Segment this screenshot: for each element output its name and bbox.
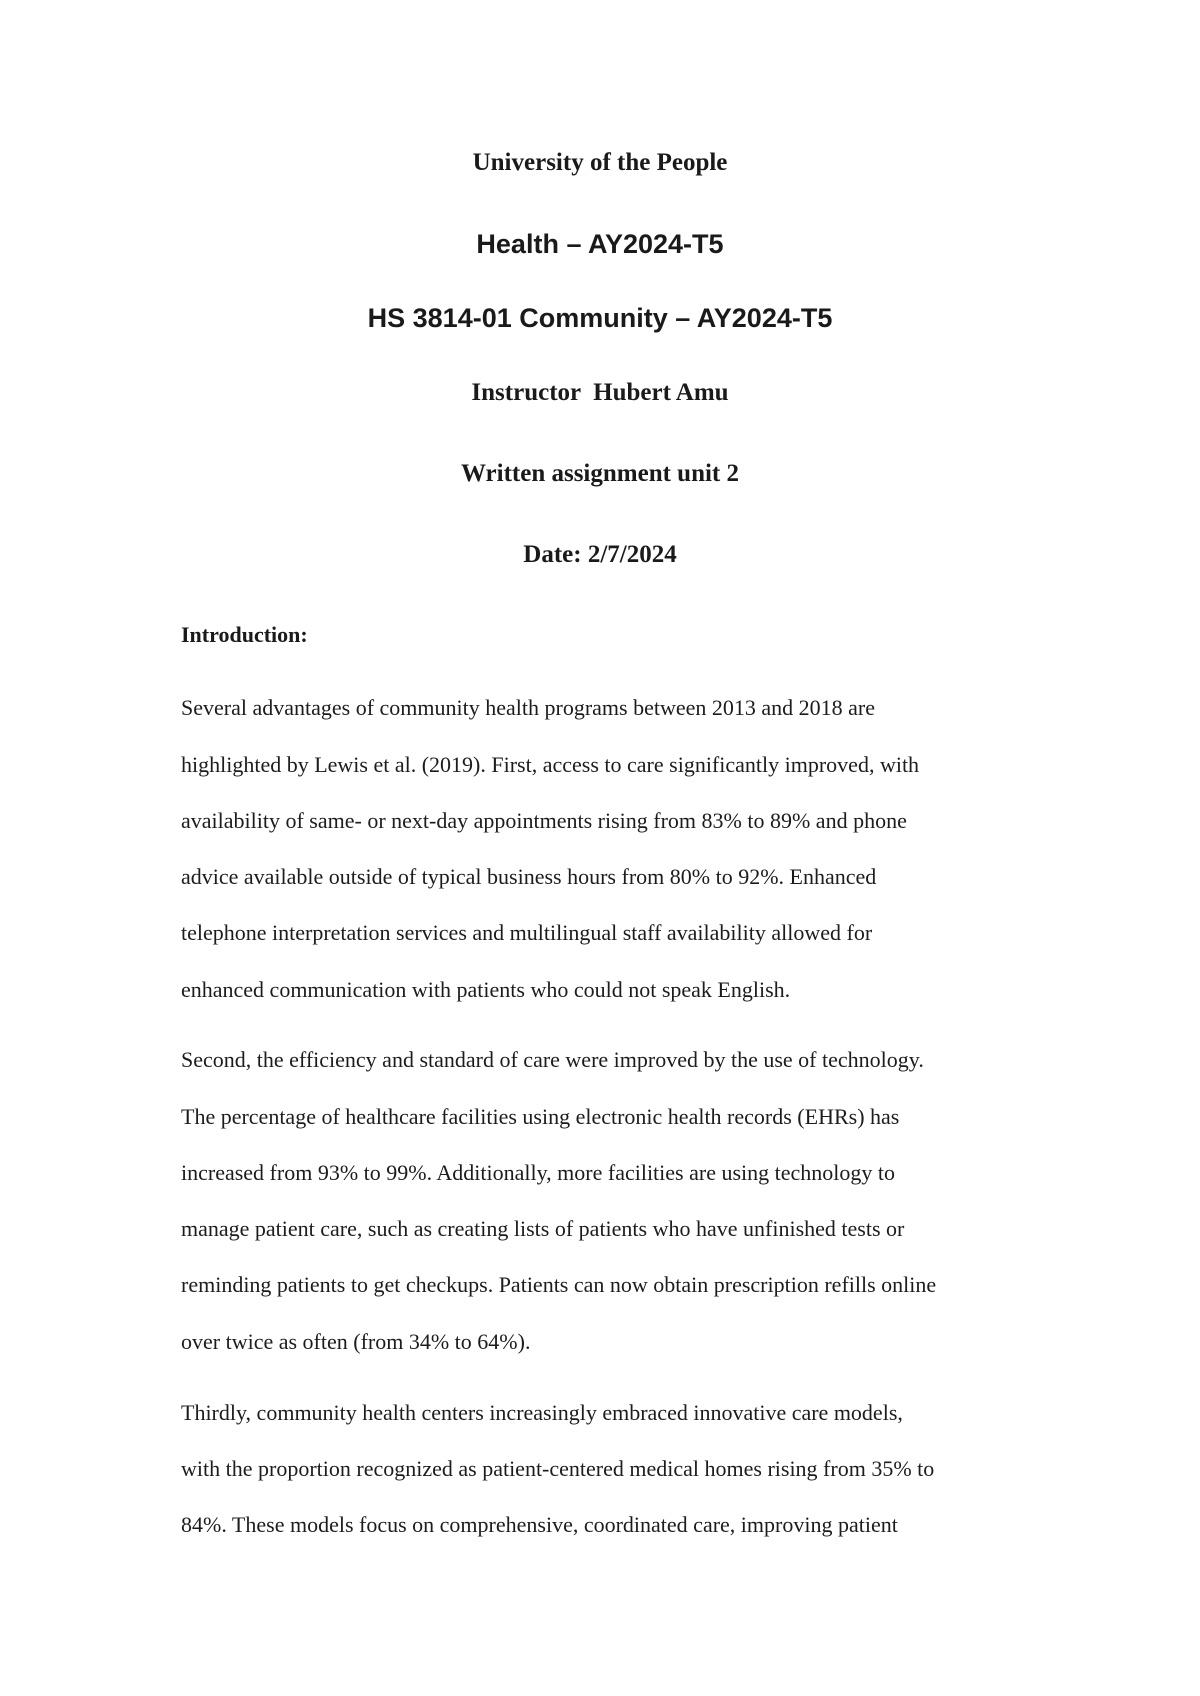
paragraph-line: Several advantages of community health programs between 2013 and 2018 are <box>181 695 875 720</box>
paragraph-line: reminding patients to get checkups. Patients can now obtain prescription refills online <box>181 1272 937 1297</box>
instructor-name: Instructor Hubert Amu <box>471 379 729 406</box>
university-name: University of the People <box>472 149 728 176</box>
assignment-date: Date: 2/7/2024 <box>523 541 677 568</box>
paragraph-line: The percentage of healthcare facilities using electronic health records (EHRs) has <box>181 1104 900 1129</box>
assignment-title: Written assignment unit 2 <box>460 460 740 487</box>
paragraph-line: Second, the efficiency and standard of care were improved by the use of technology. <box>181 1047 924 1072</box>
paragraph-line: increased from 93% to 99%. Additionally, more facilities are using technology to <box>181 1160 896 1185</box>
paragraph-line: 84%. These models focus on comprehensive, coordinated care, improving patient <box>181 1512 898 1537</box>
paragraph-line: advice available outside of typical business hours from 80% to 92%. Enhanced <box>181 864 877 889</box>
paragraph-line: over twice as often (from 34% to 64%). <box>181 1329 531 1354</box>
course-title: HS 3814-01 Community – AY2024-T5 <box>367 303 833 333</box>
paragraph-line: telephone interpretation services and multilingual staff availability allowed for <box>181 920 873 945</box>
paragraph-line: manage patient care, such as creating lists of patients who have unfinished tests or <box>181 1216 905 1241</box>
program-title: Health – AY2024-T5 <box>476 229 724 259</box>
paragraph-line: highlighted by Lewis et al. (2019). First, access to care significantly improved, with <box>181 752 920 777</box>
paragraph-line: enhanced communication with patients who could not speak English. <box>181 977 791 1002</box>
paragraph-line: with the proportion recognized as patient-centered medical homes rising from 35% to <box>181 1456 935 1481</box>
paragraph-line: availability of same- or next-day appointments rising from 83% to 89% and phone <box>181 808 907 833</box>
paragraph-line: Thirdly, community health centers increasingly embraced innovative care models, <box>181 1400 903 1425</box>
introduction-heading: Introduction: <box>181 622 308 647</box>
